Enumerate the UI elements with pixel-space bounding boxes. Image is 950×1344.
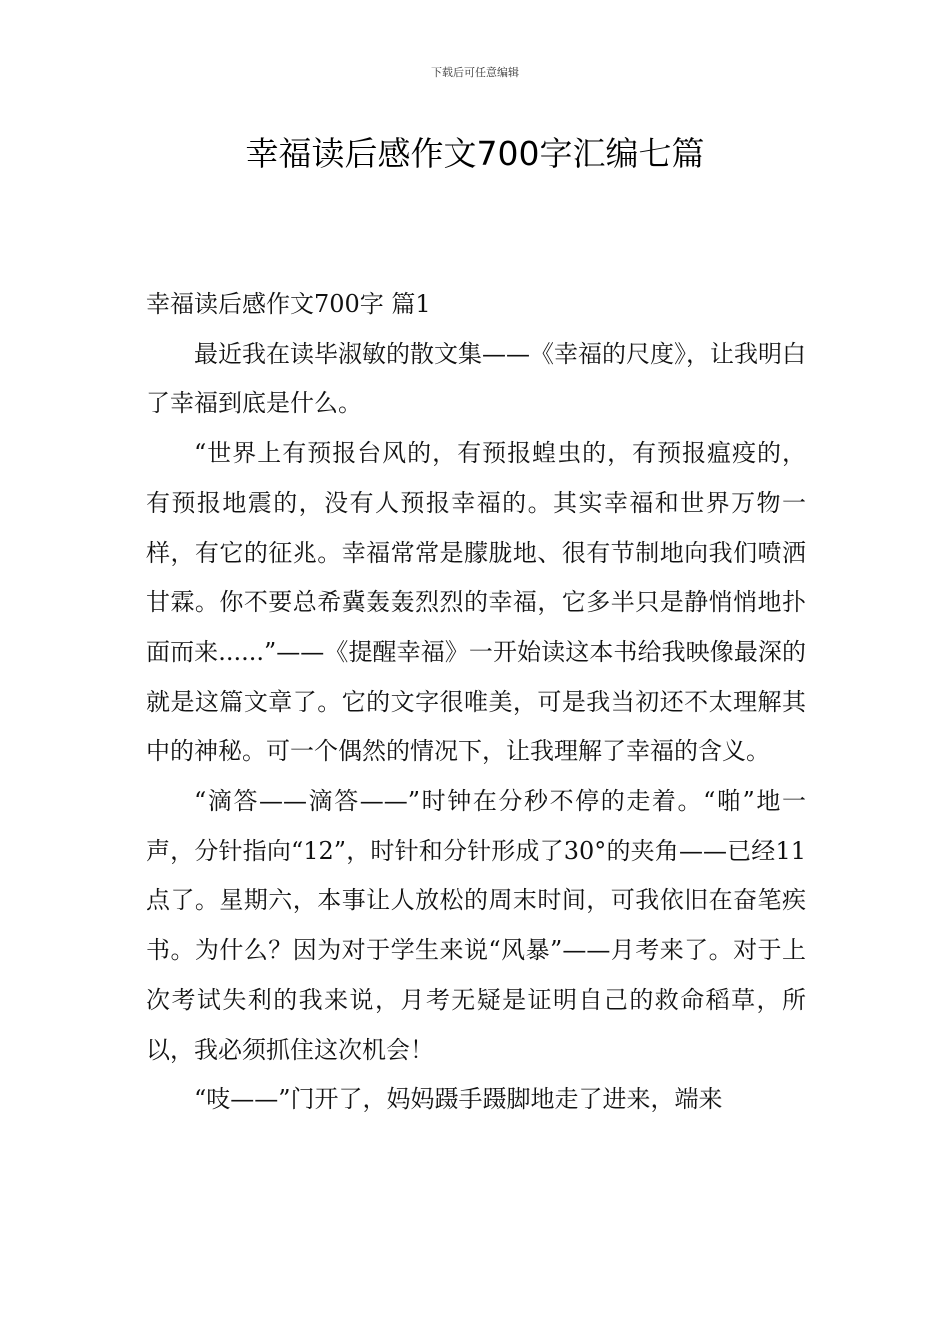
paragraph-clock: “滴答——滴答——”时钟在分秒不停的走着。“啪”地一声，分针指向“12”，时针和分针形成了30°的夹角——已经11点了。星期六，本事让人放松的周末时间，可我依旧在奋笔疾书。为什么？因为对于学生来说“风暴”——月考来了。对于上次考试失利的我来说，月考无疑是证明自己的救命稻草，所以，我必须抓住这次机会！ [146, 787, 806, 1064]
paragraph-door: “吱——”门开了，妈妈蹑手蹑脚地走了进来，端来 [194, 1085, 723, 1114]
document-title: 幸福读后感作文700字汇编七篇 [245, 134, 705, 173]
section-heading: 幸福读后感作文700字 篇1 [146, 290, 431, 318]
paragraph-intro: 最近我在读毕淑敏的散文集——《幸福的尺度》，让我明白了幸福到底是什么。 [146, 339, 806, 418]
paragraph-quote: “世界上有预报台风的，有预报蝗虫的，有预报瘟疫的，有预报地震的，没有人预报幸福的。其实幸福和世界万物一样，有它的征兆。幸福常常是朦胧地、很有节制地向我们喷洒甘霖。你不要总希冀轰轰烈烈的幸福，它多半只是静悄悄地扑面而来......”——《提醒幸福》一开始读这本书给我映像最深的就是这篇文章了。它的文字很唯美，可是我当初还不太理解其中的神秘。可一个偶然的情况下，让我理解了幸福的含义。 [146, 439, 806, 766]
document-body [146, 280, 806, 1125]
header-note: 下载后可任意编辑 [431, 66, 519, 79]
